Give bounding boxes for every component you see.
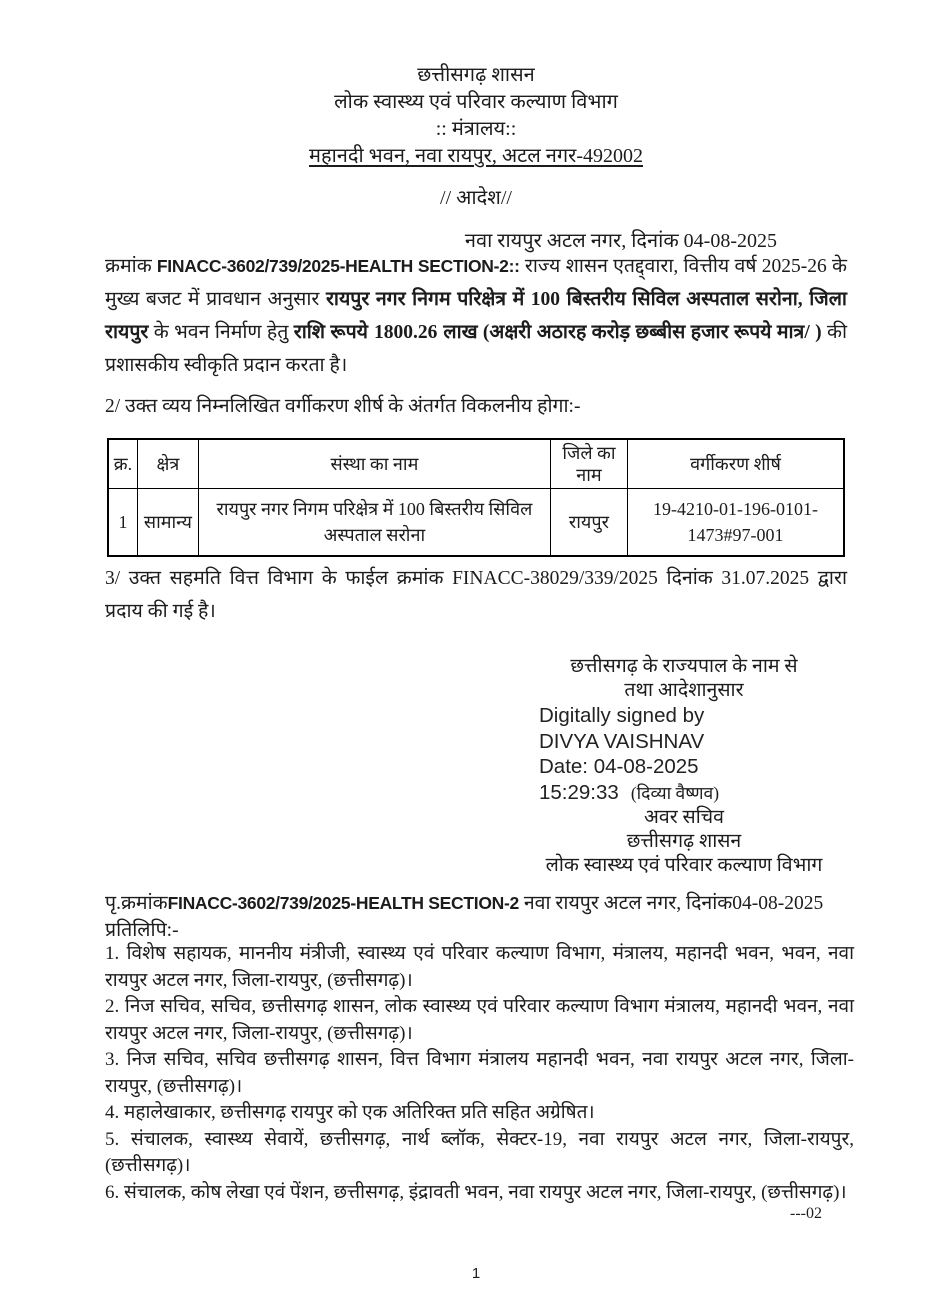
signer-designation: अवर सचिव <box>643 807 725 828</box>
address-line: महानदी भवन, नवा रायपुर, अटल नगर-492002 <box>309 145 643 167</box>
copy-list-item-6: 6. संचालक, कोष लेखा एवं पेंशन, छत्तीसगढ़, इंद्रावती भवन, नवा रायपुर अटल नगर, जिला-रायपुर, (छत्तीसगढ़)। <box>105 1181 847 1203</box>
place-date-line: नवा रायपुर अटल नगर, दिनांक 04-08-2025 <box>464 230 777 252</box>
finance-file-number: FINACC-38029/339/2025 <box>452 568 658 589</box>
header-district: जिले का नाम <box>550 439 627 489</box>
copy-list-item-5: 5. संचालक, स्वास्थ्य सेवायें, छत्तीसगढ़, नार्थ ब्लॉक, सेक्टर-19, नवा रायपुर अटल नगर, जिला-रायपुर, (छत्तीसगढ़)। <box>105 1128 854 1176</box>
digital-sig-line-4 <box>539 780 845 807</box>
finance-consent-paragraph <box>105 562 847 628</box>
sanction-paragraph <box>105 250 847 382</box>
signature-block <box>523 655 845 878</box>
order-heading: // आदेश// <box>440 187 512 209</box>
sanction-text-1: राज्य शासन एतद्द्वारा, वित्तीय वर्ष 2025-26 के मुख्य बजट में प्रावधान अनुसार <box>105 256 848 310</box>
signer-name-hindi: (दिव्या वैष्णव) <box>630 782 720 803</box>
copy-list-item-4: 4. महालेखाकार, छत्तीसगढ़ रायपुर को एक अतिरिक्त प्रति सहित अग्रेषित। <box>105 1102 595 1123</box>
classification-intro: 2/ उक्त व्यय निम्नलिखित वर्गीकरण शीर्ष के अंतर्गत विकलनीय होगा:- <box>105 396 581 417</box>
header-classification: वर्गीकरण शीर्ष <box>628 439 845 489</box>
department-title: लोक स्वास्थ्य एवं परिवार कल्याण विभाग <box>334 91 618 113</box>
digital-sig-line-3: Date: 04-08-2025 <box>539 755 699 778</box>
signer-government: छत्तीसगढ़ शासन <box>626 831 742 852</box>
page-number: 1 <box>471 1265 481 1282</box>
consent-text-2: दिनांक 31.07.2025 द्वारा प्रदाय की गई है। <box>105 568 847 622</box>
cell-classification-code: 19-4210-01-196-0101-1473#97-001 <box>628 489 845 557</box>
signer-department: लोक स्वास्थ्य एवं परिवार कल्याण विभाग <box>545 855 823 876</box>
amount-label-bold: राशि रूपये <box>293 322 368 343</box>
cell-district: रायपुर <box>550 489 627 557</box>
order-ref-number: FINACC-3602/739/2025-HEALTH SECTION-2:: <box>156 256 520 276</box>
endorse-ref-label: पृ.क्रमांक <box>105 893 168 914</box>
institution-name-bold: रायपुर नगर निगम परिक्षेत्र में 100 बिस्तरीय सिविल अस्पताल सरोना, जिला रायपुर <box>105 289 847 343</box>
copy-list-item-1: 1. विशेष सहायक, माननीय मंत्रीजी, स्वास्थ्य एवं परिवार कल्याण विभाग, मंत्रालय, महानदी भवन, भवन, नवा रायपुर अटल नगर, जिला-रायपुर, (छत्तीसगढ़)। <box>105 943 854 991</box>
digital-signature <box>523 703 845 806</box>
header-institution: संस्था का नाम <box>198 439 550 489</box>
on-behalf-line-2: तथा आदेशानुसार <box>624 680 744 701</box>
ministry-label: :: मंत्रालय:: <box>435 118 517 140</box>
sanction-text-2: के भवन निर्माण हेतु <box>148 322 294 343</box>
classification-table-wrap <box>107 438 845 557</box>
footnote-mark: ---02 <box>790 1205 822 1222</box>
table-row <box>108 489 844 557</box>
digital-sig-line-2: DIVYA VAISHNAV <box>539 729 705 753</box>
copy-list-item-2: 2. निज सचिव, सचिव, छत्तीसगढ़ शासन, लोक स्वास्थ्य एवं परिवार कल्याण विभाग मंत्रालय, महानदी भवन, नवा रायपुर अटल नगर, जिला-रायपुर, (छत्तीसगढ़)। <box>105 996 854 1044</box>
endorse-ref-code: FINACC-3602/739/2025-HEALTH SECTION-2 <box>167 893 519 913</box>
endorsement-ref-line <box>105 888 852 915</box>
amount-words-bold: लाख (अक्षरी अठारह करोड़ छब्बीस हजार रूपये मात्र/ ) <box>443 322 822 343</box>
header-area: क्षेत्र <box>137 439 198 489</box>
endorse-ref-rest: नवा रायपुर अटल नगर, दिनांक04-08-2025 <box>518 893 824 914</box>
copy-list-item-3: 3. निज सचिव, सचिव छत्तीसगढ़ शासन, वित्त विभाग मंत्रालय महानदी भवन, नवा रायपुर अटल नगर, जिला-रायपुर, (छत्तीसगढ़)। <box>105 1049 854 1097</box>
digital-sig-time: 15:29:33 <box>539 780 619 804</box>
cell-institution: रायपुर नगर निगम परिक्षेत्र में 100 बिस्तरीय सिविल अस्पताल सरोना <box>198 489 550 557</box>
copy-to-label: प्रतिलिपि:- <box>105 920 179 941</box>
letterhead <box>0 62 952 170</box>
ref-label: क्रमांक <box>105 256 157 277</box>
consent-text-1: 3/ उक्त सहमति वित्त विभाग के फाईल क्रमांक <box>105 568 453 589</box>
cell-serial: 1 <box>108 489 137 557</box>
government-title: छत्तीसगढ़ शासन <box>417 64 535 86</box>
sanction-amount: 1800.26 <box>373 322 438 343</box>
cell-area: सामान्य <box>137 489 198 557</box>
copy-list <box>105 941 854 1206</box>
digital-sig-line-1: Digitally signed by <box>539 704 705 727</box>
table-header-row <box>108 439 844 489</box>
header-serial: क्र. <box>108 439 137 489</box>
on-behalf-line-1: छत्तीसगढ़ के राज्यपाल के नाम से <box>570 656 798 677</box>
classification-table <box>107 438 845 557</box>
sanction-text-3: की प्रशासकीय स्वीकृति प्रदान करता है। <box>105 322 848 376</box>
